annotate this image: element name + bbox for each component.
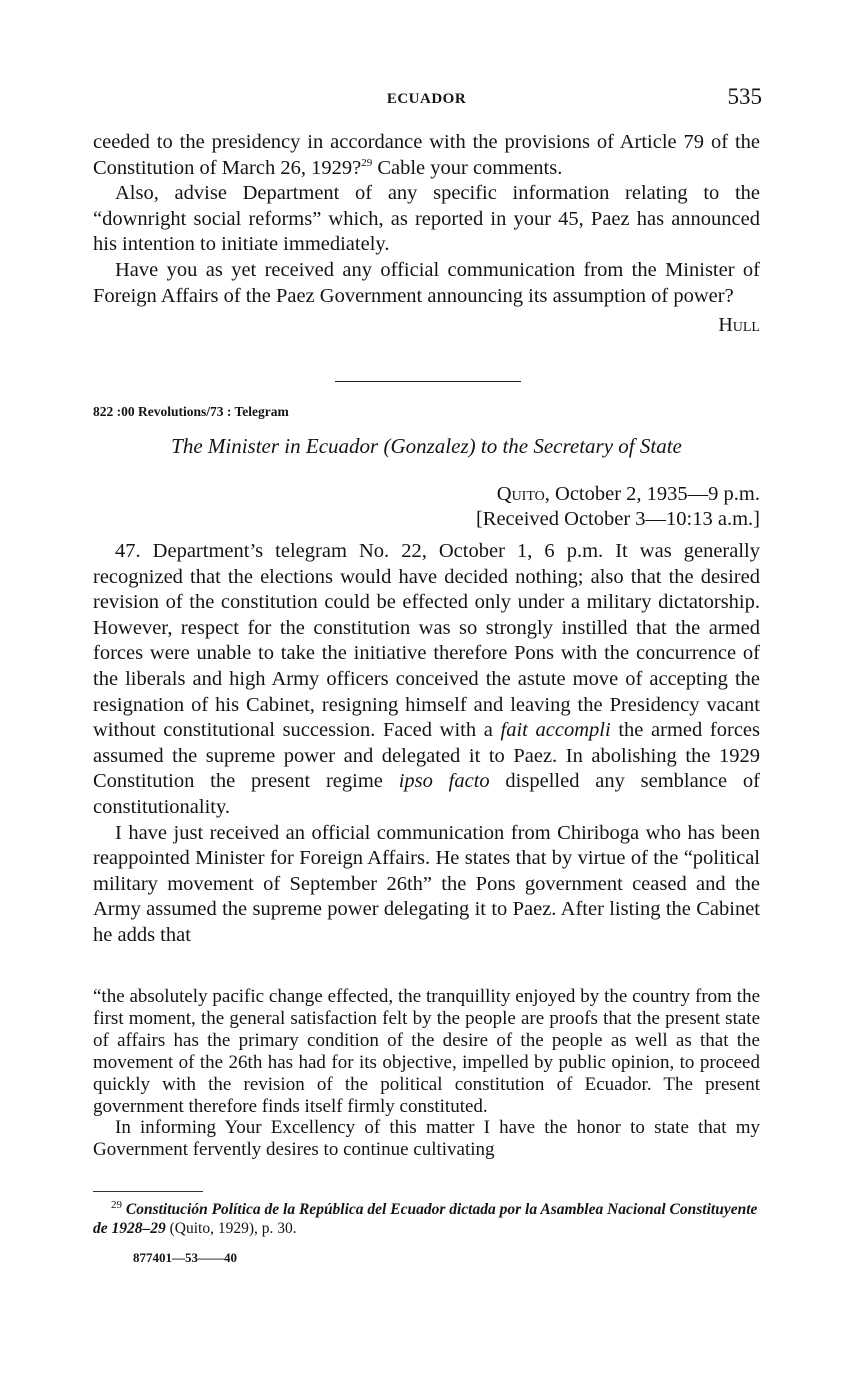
date: , October 2, 1935—9 p.m. [544,483,760,505]
footnote: $^{29}$ Constitución Política de la República del Ecuador dictada por la Asamblea Nacional Constituyente de 1928–29 (Quito, 1929), p. 30. [93,1198,758,1237]
print-imprint: 877401—53——40 [133,1250,237,1265]
signature: Hull [718,314,760,337]
received-note: [Received October 3—10:13 a.m.] [475,508,760,530]
page-number: 535 [727,84,762,109]
section-divider [335,381,521,382]
paragraph: 47. Department’s telegram No. 22, October 1, 6 p.m. It was generally recognized that the elections would have decided nothing; also that the desired revision of the constitution could be effected only under a military dictatorship. However, respect for the constitution was so strongly instilled that the armed forces were unable to take the initiative therefore Pons with the concurrence of the liberals and high Army officers conceived the astute move of accepting the resignation of his Cabinet, resigning himself and leaving the Presidency vacant without constitutional succession. Faced with a fait accompli the armed forces assumed the supreme power and delegated it to Paez. In abolishing the 1929 Constitution the present regime ipso facto dispelled any semblance of constitutionality. [93,540,761,818]
footnote-ref: 29 [361,156,373,169]
document-title: The Minister in Ecuador (Gonzalez) to the Secretary of State [171,434,682,458]
footnote-marker: 29 [111,1198,122,1211]
paragraph: Also, advise Department of any specific information relating to the “downright social reforms” which, as reported in your 45, Paez has announced his intention to initiate immediately. [93,182,760,256]
quote-paragraph: In informing Your Excellency of this matter I have the honor to state that my Government fervently desires to continue cultivating [93,1117,760,1161]
quote-paragraph: “the absolutely pacific change effected, the tranquillity enjoyed by the country from the first moment, the general satisfaction felt by the people are proofs that the present state of affairs has the primary condition of the desire of the people as well as that the movement of the 26th has had for its objective, impelled by public opinion, to proceed quickly with the revision of the political constitution of Ecuador. The present government therefore finds itself firmly constituted. [93,986,760,1117]
place: Quito [496,483,545,505]
page-header [93,84,760,116]
paragraph: ceeded to the presidency in accordance with the provisions of Article 79 of the Constitution of March 26, 1929?$^{29}$ Cable your comments. [93,131,760,179]
paragraph: I have just received an official communication from Chiriboga who has been reappointed Minister for Foreign Affairs. He states that by virtue of the “political military movement of September 26th” the Pons government ceased and the Army assumed the supreme power delegating it to Paez. After listing the Cabinet he adds that [93,821,760,946]
running-head: ECUADOR [386,91,467,107]
dateline [476,482,760,532]
footnote-divider [93,1191,203,1192]
file-reference: 822 :00 Revolutions/73 : Telegram [93,404,289,419]
paragraph: Have you as yet received any official communication from the Minister of Foreign Affairs of the Paez Government announcing its assumption of power? [93,258,760,307]
quoted-communication [93,986,760,1161]
telegram-body [93,539,760,949]
previous-telegram-text [93,130,760,339]
